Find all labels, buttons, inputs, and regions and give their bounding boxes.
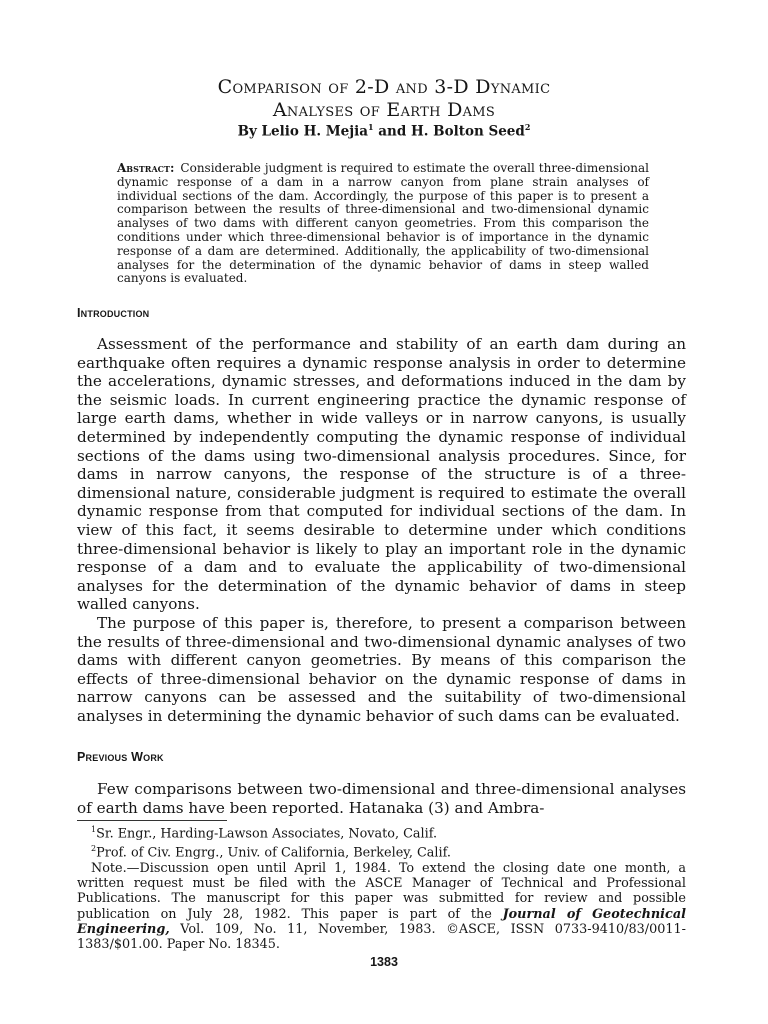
footnote-2-text: Prof. of Civ. Engrg., Univ. of California, Berkeley, Calif. [96,845,451,861]
title-line-2: Analyses of Earth Dams [272,99,496,121]
previous-work-paragraph-1: Few comparisons between two-dimensional and three-dimensional analyses of earth dams have been reported. Hatanaka (3) and Ambra- [77,780,686,817]
footnote-2 [77,841,686,860]
introduction-paragraph-2: The purpose of this paper is, therefore, to present a comparison between the results of three-dimensional and two-dimensional dynamic analyses of two dams with different canyon geometries. By means of this comparison the effects of three-dimensional behavior on the dynamic response of dams in narrow canyons can be assessed and the suitability of two-dimensional analyses in determining the dynamic behavior of such dams can be evaluated. [77,613,686,725]
author-byline [0,122,768,140]
paper-title [0,76,768,122]
footnote-2-mark: 2 [91,844,97,854]
footnote-1 [77,822,686,841]
introduction-paragraph-1: Assessment of the performance and stability of an earth dam during an earthquake often requires a dynamic response analysis in order to determine the accelerations, dynamic stresses, and deformations induced in the dam by the seismic loads. In current engineering practice the dynamic response of large earth dams, whether in wide valleys or in narrow canyons, is usually determined by independently computing the dynamic response of individual sections of the dams using two-dimensional analysis procedures. Since, for dams in narrow canyons, the response of the structure is of a three-dimensional nature, considerable judgment is required to estimate the overall dynamic response from that computed for individual sections of the dam. In view of this fact, it seems desirable to determine under which conditions three-dimensional behavior is likely to play an important role in the dynamic response of a dam and to evaluate the applicability of two-dimensional analyses for the determination of the dynamic behavior of dams in steep walled canyons. [77,335,686,614]
footnote-note-start: Note.—Discussion open until April 1, 1984. To extend the closing date one month, a written request must be filed with the ASCE Manager of Technical and Professional Publications. The manuscript for this paper was submitted for review and possible publication on July 28, 1982. This paper is part of the [77,860,686,922]
page-number: 1383 [370,955,398,969]
author-2-footnote-mark: 2 [524,122,531,132]
section-heading-previous-work: Previous Work [77,750,164,764]
author-joiner: and [373,123,412,140]
author-2: H. Bolton Seed [411,123,525,140]
author-1: Lelio H. Mejia [261,123,369,140]
introduction-body [77,335,686,725]
abstract-label: Abstract: [117,161,175,175]
section-heading-introduction: Introduction [77,306,150,320]
author-1-footnote-mark: 1 [368,122,374,132]
abstract [117,162,649,286]
footnote-note-end: Vol. 109, No. 11, November, 1983. ©ASCE, ISSN 0733-9410/83/0011-1383/$01.00. Paper No. 18345. [77,921,686,952]
footnote-note [77,861,686,952]
journal-name: Journal of Geotechnical Engineering, [77,906,686,937]
footnote-rule [77,820,227,821]
footnote-1-mark: 1 [91,825,97,834]
abstract-text: Considerable judgment is required to estimate the overall three-dimensional dynamic response of a dam in a narrow canyon from plane strain analyses of individual sections of the dam. Accordingly, the purpose of this paper is to present a comparison between the results of three-dimensional and two-dimensional dynamic analyses of two dams with different canyon geometries. From this comparison the conditions under which three-dimensional behavior is of importance in the dynamic response of a dam are determined. Additionally, the applicability of two-dimensional analyses for the determination of the dynamic behavior of dams in steep walled canyons is evaluated. [117,161,649,286]
footnotes [77,822,686,952]
footnote-1-text: Sr. Engr., Harding-Lawson Associates, Novato, Calif. [96,826,438,842]
byline-prefix: By [237,123,262,140]
title-line-1: Comparison of 2-D and 3-D Dynamic [217,76,551,98]
previous-work-body [77,780,686,817]
